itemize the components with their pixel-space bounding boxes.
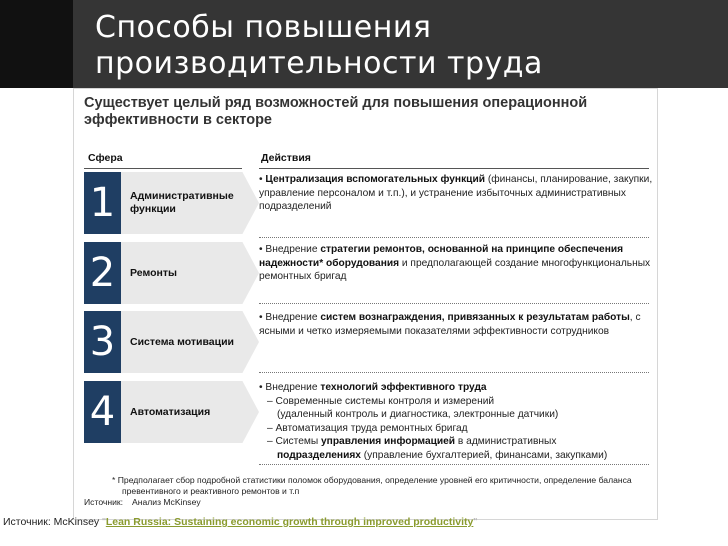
row-divider — [259, 303, 649, 304]
footnote — [84, 475, 644, 508]
header-divider-right — [259, 168, 649, 169]
row-number: 1 — [84, 172, 121, 234]
row-sphere: Ремонты — [130, 266, 177, 279]
row-divider — [259, 237, 649, 238]
source-line — [3, 516, 477, 528]
footnote-body: Предполагает сбор подробной статистики поломок оборудования, определение уровней его критичности, определение баланса превентивного и реактивного ремонтов и т.п — [117, 475, 632, 496]
table-row — [84, 311, 244, 373]
source-link[interactable]: Lean Russia: Sustaining economic growth through improved productivity — [105, 516, 474, 528]
row-sphere: Административные функции — [130, 190, 234, 215]
action-bold: технологий эффективного труда — [320, 382, 487, 393]
table-row — [84, 172, 244, 234]
sub-pre: – Системы — [267, 436, 322, 447]
page-title-line2: производительности труда — [95, 46, 543, 81]
sub-item-cont: (удаленный контроль и диагностика, электронные датчики) — [277, 409, 559, 420]
page-title-line1: Способы повышения — [95, 10, 432, 45]
action-pre: • Внедрение — [259, 382, 321, 393]
sub-item — [259, 435, 654, 449]
row-number: 3 — [84, 311, 121, 373]
footnote-source-label: Источник: — [84, 497, 124, 507]
row-actions — [259, 381, 654, 462]
header-divider-left — [84, 168, 242, 169]
bullet: • — [259, 174, 266, 185]
row-actions — [259, 311, 654, 338]
sub-item-cont — [259, 449, 654, 463]
action-text: и предполагающей создание многофункциональных ремонтных бригад — [259, 257, 651, 282]
action-text: (финансы, планирование, закупки, управление персоналом и т.п.), и устранение избыточных административных подразделений — [259, 174, 653, 212]
sub-text: (управление бухгалтерией, финансами, закупками) — [360, 449, 608, 461]
sub-text: в административных — [455, 436, 557, 447]
row-sphere: Автоматизация — [130, 405, 211, 418]
row-actions — [259, 243, 654, 284]
action-bold: Централизация вспомогательных функций — [265, 174, 485, 185]
slide-image — [73, 88, 658, 520]
row-divider — [259, 372, 649, 373]
slide-heading: Существует целый ряд возможностей для повышения операционной эффективности в секторе — [84, 95, 588, 128]
sub-bold: управления информацией — [321, 436, 456, 447]
row-actions — [259, 173, 654, 214]
column-header-actions: Действия — [261, 152, 311, 164]
sub-item: – Современные системы контроля и измерений — [267, 395, 495, 407]
column-header-sphere: Сфера — [88, 152, 123, 164]
title-band-accent — [0, 0, 73, 88]
action-bold: систем вознаграждения, привязанных к результатам работы — [320, 312, 630, 323]
close-quote: " — [473, 516, 478, 528]
footnote-text — [84, 475, 644, 497]
footnote-source-text: Анализ McKinsey — [132, 497, 201, 507]
row-number: 2 — [84, 242, 121, 304]
action-pre: • Внедрение — [259, 244, 321, 255]
action-bold: стратегии ремонтов, основанной на принципе обеспечения надежности* оборудования — [259, 244, 624, 269]
row-sphere: Система мотивации — [130, 335, 235, 348]
table-row — [84, 381, 244, 443]
action-text: , с ясными и четко измеряемыми показателями эффективности сотрудников — [259, 312, 641, 337]
source-label: Источник: McKinsey — [3, 516, 100, 528]
page-title — [95, 10, 543, 82]
open-quote: " — [102, 516, 106, 528]
footnote-star: * — [112, 475, 116, 485]
row-divider — [259, 464, 649, 465]
action-pre: • Внедрение — [259, 312, 321, 323]
sub-bold: подразделениях — [277, 449, 361, 461]
row-number: 4 — [84, 381, 121, 443]
footnote-source — [84, 497, 644, 508]
table-row — [84, 242, 244, 304]
sub-item: – Автоматизация труда ремонтных бригад — [267, 422, 468, 434]
